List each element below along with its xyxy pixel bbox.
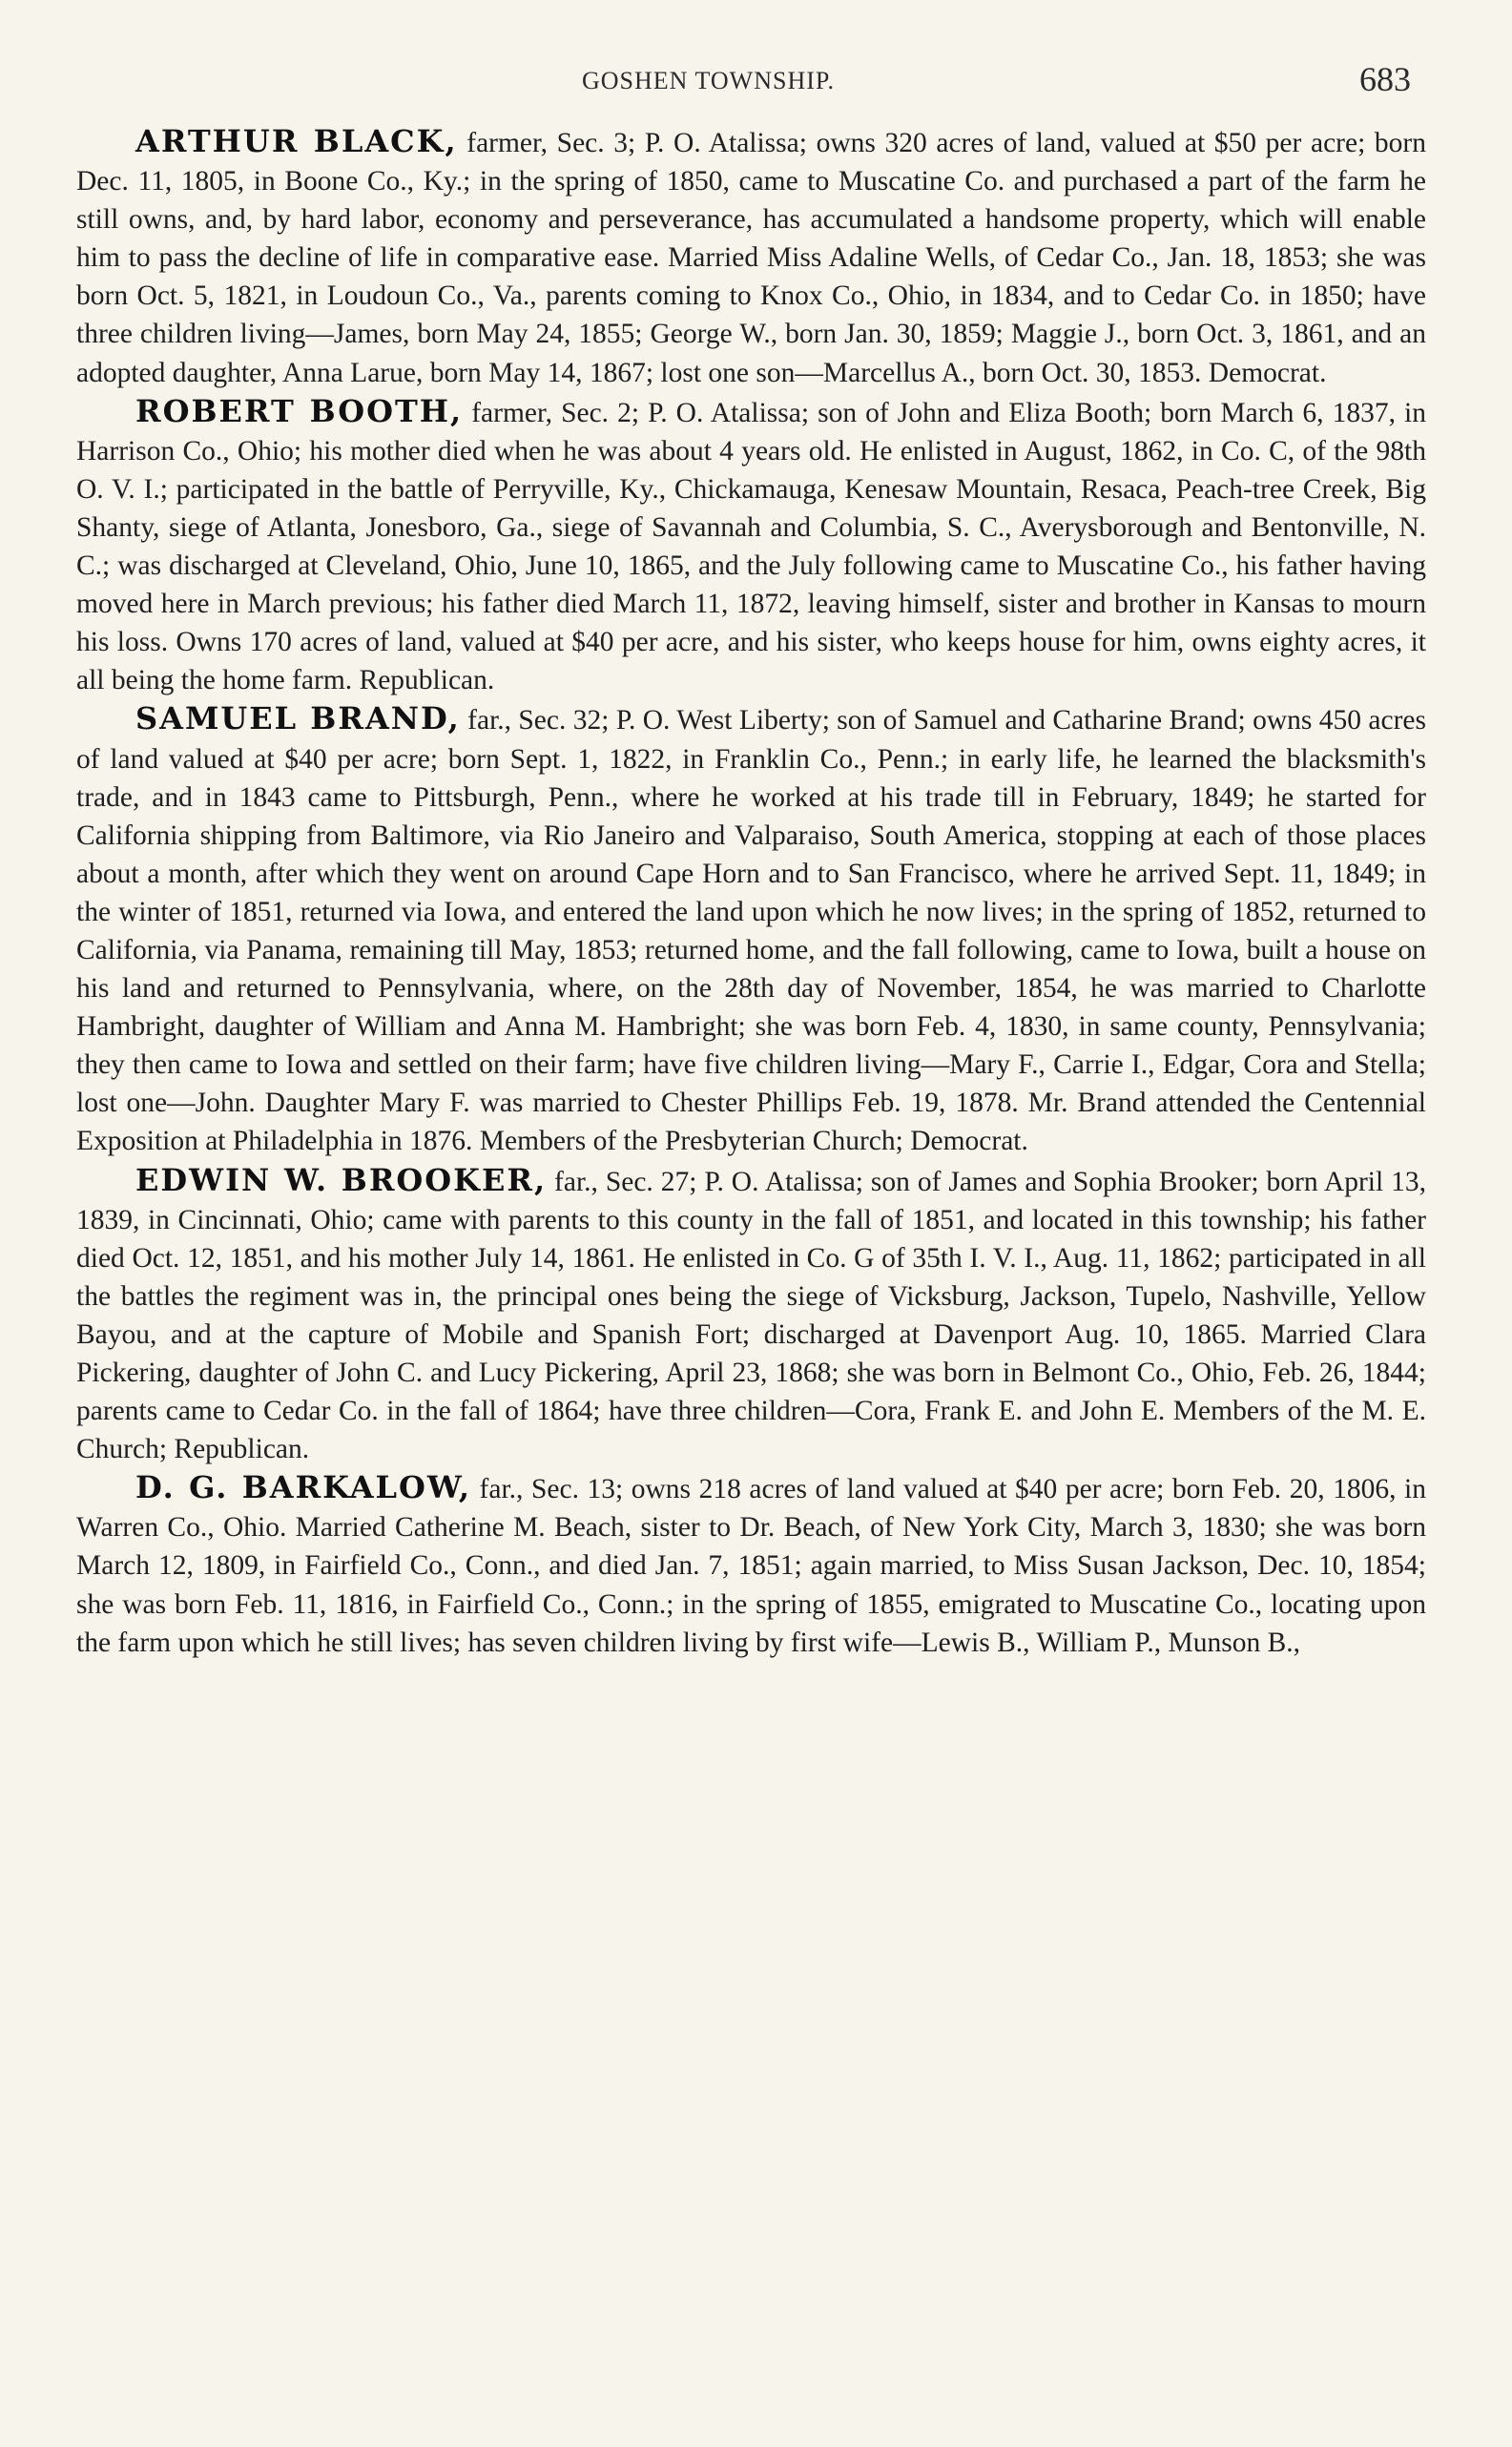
page-number: 683 xyxy=(1359,60,1411,98)
entry-body: far., Sec. 32; P. O. West Liberty; son of Samuel and Catharine Brand; owns 450 acres of land valued at $40 per acre; born Sept. 1, 1822, in Franklin Co., Penn.; in early life, he learned the blacksmith's trade, and in 1843 came to Pittsburgh, Penn., where he worked at his trade till in February, 1849; he started for California shipping from Baltimore, via Rio Janeiro and Valparaiso, South America, stopping at each of those places about a month, after which they went on around Cape Horn and to San Francisco, where he arrived Sept. 11, 1849; in the winter of 1851, returned via Iowa, and entered the land upon which he now lives; in the spring of 1852, returned to California, via Panama, remaining till May, 1853; returned home, and the fall following, came to Iowa, built a house on his land and returned to Pennsylvania, where, on the 28th day of November, 1854, he was married to Charlotte Hambright, daughter of William and Anna M. Hambright; she was born Feb. 4, 1830, in same county, Pennsylvania; they then came to Iowa and settled on their farm; have five children living—Mary F., Carrie I., Edgar, Cora and Stella; lost one—John. Daughter Mary F. was married to Chester Phillips Feb. 19, 1878. Mr. Brand attended the Centennial Exposition at Philadelphia in 1876. Members of the Presbyterian Church; Democrat. xyxy=(76,705,1427,1157)
biography-entry-dg-barkalow xyxy=(76,1468,1426,1661)
entry-body: far., Sec. 13; owns 218 acres of land valued at $40 per acre; born Feb. 20, 1806, in Warren Co., Ohio. Married Catherine M. Beach, sister to Dr. Beach, of New York City, March 3, 1830; she was born March 12, 1809, in Fairfield Co., Conn., and died Jan. 7, 1851; again married, to Miss Susan Jackson, Dec. 10, 1854; she was born Feb. 11, 1816, in Fairfield Co., Conn.; in the spring of 1855, emigrated to Muscatine Co., locating upon the farm upon which he still lives; has seven children living by first wife—Lewis B., William P., Munson B., xyxy=(76,1474,1427,1658)
page-header-title: GOSHEN TOWNSHIP. xyxy=(582,67,835,94)
entry-body: far., Sec. 27; P. O. Atalissa; son of James and Sophia Brooker; born April 13, 1839, in Cincinnati, Ohio; came with parents to this county in the fall of 1851, and located in this township; his father died Oct. 12, 1851, and his mother July 14, 1861. He enlisted in Co. G of 35th I. V. I., Aug. 11, 1862; participated in all the battles the regiment was in, the principal ones being the siege of Vicksburg, Jackson, Tupelo, Nashville, Yellow Bayou, and at the capture of Mobile and Spanish Fort; discharged at Davenport Aug. 10, 1865. Married Clara Pickering, daughter of John C. and Lucy Pickering, April 23, 1868; she was born in Belmont Co., Ohio, Feb. 26, 1844; parents came to Cedar Co. in the fall of 1864; have three children—Cora, Frank E. and John E. Members of the M. E. Church; Republican. xyxy=(76,1166,1427,1465)
biography-entry-arthur-black xyxy=(76,122,1426,392)
running-header xyxy=(0,59,1512,107)
entry-name: D. G. BARKALOW, xyxy=(135,1469,471,1506)
entry-name: ROBERT BOOTH, xyxy=(135,392,464,429)
entry-body: farmer, Sec. 3; P. O. Atalissa; owns 320 acres of land, valued at $50 per acre; born Dec. 11, 1805, in Boone Co., Ky.; in the spring of 1850, came to Muscatine Co. and purchased a part of the farm he still owns, and, by hard labor, economy and perseverance, has accumulated a handsome property, which will enable him to pass the decline of life in comparative ease. Married Miss Adaline Wells, of Cedar Co., Jan. 18, 1853; she was born Oct. 5, 1821, in Loudoun Co., Va., parents coming to Knox Co., Ohio, in 1834, and to Cedar Co. in 1850; have three children living—James, born May 24, 1855; George W., born Jan. 30, 1859; Maggie J., born Oct. 3, 1861, and an adopted daughter, Anna Larue, born May 14, 1867; lost one son—Marcellus A., born Oct. 30, 1853. Democrat. xyxy=(76,128,1426,388)
biography-entry-samuel-brand xyxy=(76,699,1426,1160)
entry-name: ARTHUR BLACK, xyxy=(135,123,458,159)
entry-body: farmer, Sec. 2; P. O. Atalissa; son of John and Eliza Booth; born March 6, 1837, in Harrison Co., Ohio; his mother died when he was about 4 years old. He enlisted in August, 1862, in Co. C, of the 98th O. V. I.; participated in the battle of Perryville, Ky., Chickamauga, Kenesaw Mountain, Resaca, Peach-tree Creek, Big Shanty, siege of Atlanta, Jonesboro, Ga., siege of Savannah and Columbia, S. C., Averysborough and Bentonville, N. C.; was discharged at Cleveland, Ohio, June 10, 1865, and the July following came to Muscatine Co., his father having moved here in March previous; his father died March 11, 1872, leaving himself, sister and brother in Kansas to mourn his loss. Owns 170 acres of land, valued at $40 per acre, and his sister, who keeps house for him, owns eighty acres, it all being the home farm. Republican. xyxy=(76,397,1426,696)
biography-entry-edwin-brooker xyxy=(76,1161,1426,1469)
biography-text xyxy=(76,122,1426,1662)
entry-name: EDWIN W. BROOKER, xyxy=(135,1161,548,1198)
biography-entry-robert-booth xyxy=(76,392,1426,700)
entry-name: SAMUEL BRAND, xyxy=(135,700,461,737)
